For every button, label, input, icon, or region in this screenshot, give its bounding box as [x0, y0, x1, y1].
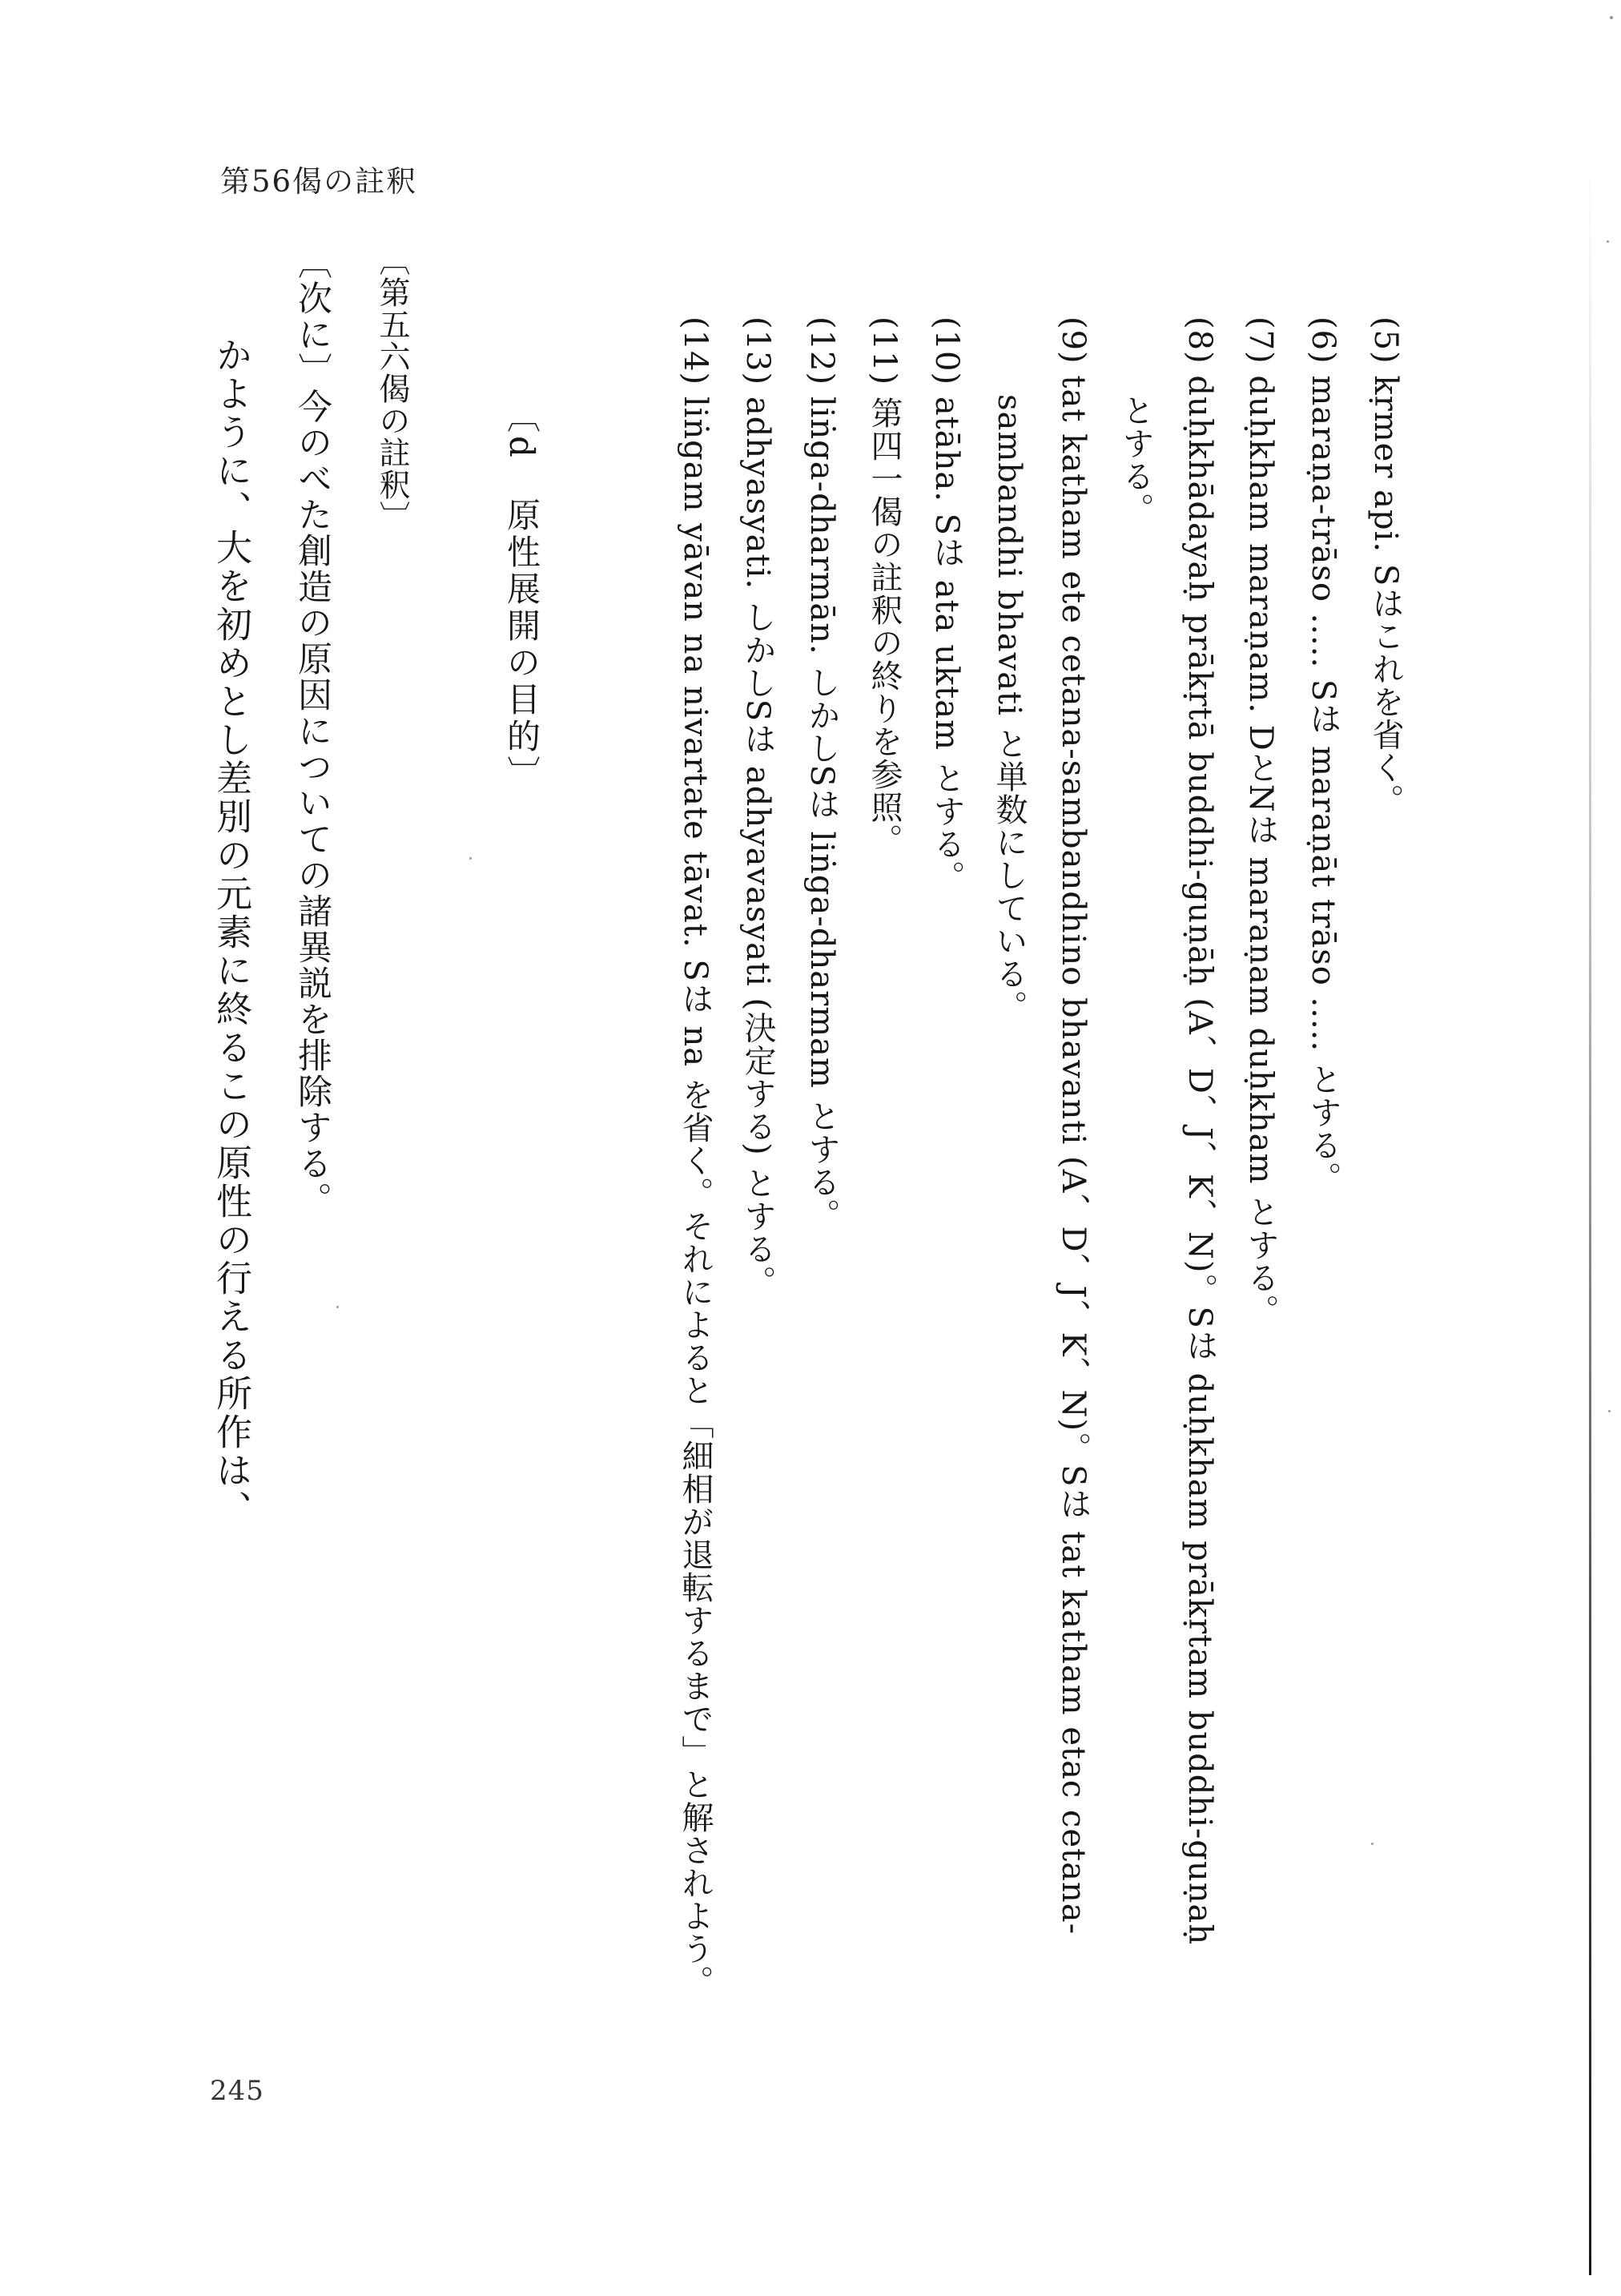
note-10: (10) atāha. Sは ata uktam とする。 — [928, 316, 965, 893]
note-11: (11) 第四一偈の註釈の終りを参照。 — [866, 316, 903, 856]
note-9: (9) tat katham ete cetana-sambandhino bhavanti (A、D、J、K、N)。Sは tat katham etac cetana- — [1055, 316, 1092, 1935]
note-5: (5) kṛmer api. Sはこれを省く。 — [1367, 316, 1404, 817]
note-14: (14) liṅgam yāvan na nivartate tāvat. Sは na を省く。それによると「細相が退転するまで」と解されよう。 — [677, 316, 714, 1998]
scan-edge-shadow — [1589, 160, 1591, 2275]
running-header: 第56偈の註釈 — [220, 164, 418, 199]
commentary-tag: 〔第五六偈の註釈〕 — [374, 244, 410, 533]
scan-speck — [469, 857, 472, 860]
body-line-1: 〔次に〕今のべた創造の原因についての諸異説を排除する。 — [292, 244, 332, 1218]
scan-speck — [1610, 16, 1613, 19]
scan-speck — [1607, 240, 1609, 243]
note-8-continuation: とする。 — [1117, 394, 1154, 526]
note-12: (12) liṅga-dharmān. しかしSは liṅga-dharmam とする。 — [803, 316, 840, 1231]
note-7: (7) duḥkham maraṇam. DとNは maraṇam duḥkham とする。 — [1242, 316, 1279, 1327]
scan-speck — [1371, 1843, 1374, 1845]
note-13: (13) adhyasyati. しかしSは adhyavasyati (決定する) とする。 — [739, 316, 776, 1299]
body-line-2: かように、大を初めとし差別の元素に終るこの原性の行える所作は、 — [210, 336, 252, 1529]
section-heading: 〔d 原性展開の目的〕 — [502, 399, 541, 792]
scan-speck — [1608, 1410, 1611, 1412]
note-9-continuation: sambandhi bhavati と単数にしている。 — [991, 394, 1028, 1023]
note-8: (8) duḥkhādayaḥ prākṛtā buddhi-guṇāḥ (A、D、J、K、N)。Sは duḥkham prākṛtam buddhi-guṇaḥ — [1181, 316, 1218, 1946]
page-number: 245 — [210, 2075, 264, 2107]
note-6: (6) maraṇa-trāso ..... Sは maraṇāt trāso ..... とする。 — [1305, 316, 1341, 1194]
scan-speck — [336, 1306, 339, 1308]
